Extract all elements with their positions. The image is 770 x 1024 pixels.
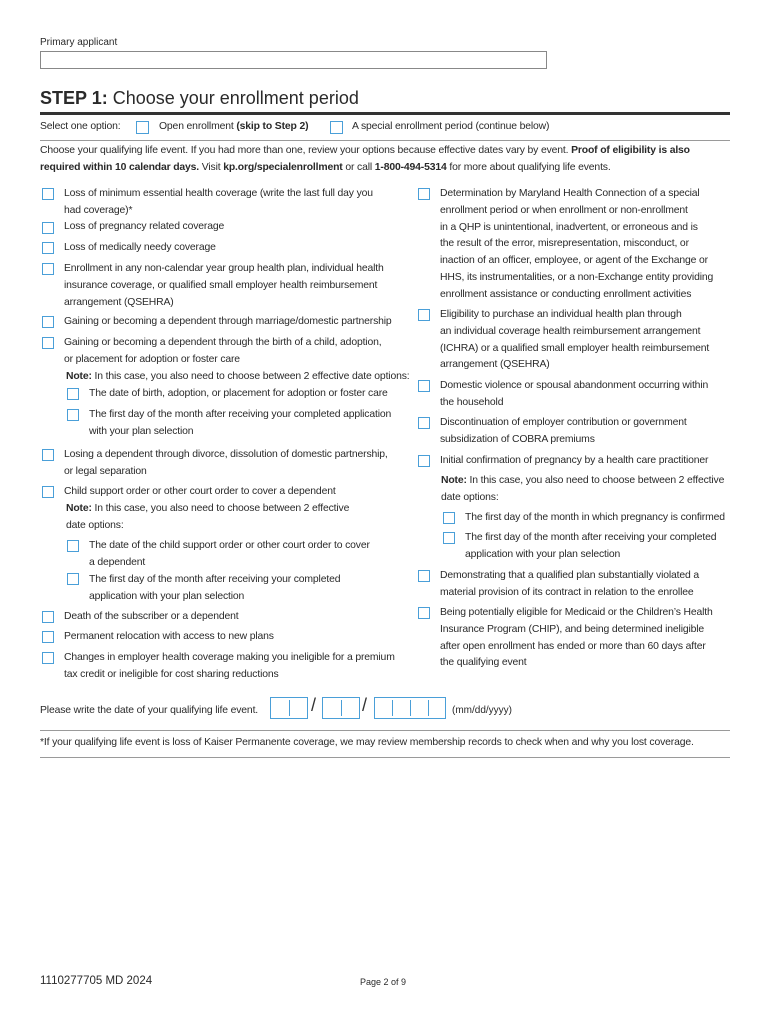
date-format-hint: (mm/dd/yyyy): [452, 705, 512, 716]
chip-l2: Insurance Program (CHIP), and being determined ineligible: [440, 623, 705, 635]
event-label-loss-mec: [64, 186, 373, 220]
pregnancy-note-l2: date options:: [441, 491, 499, 503]
event-checkbox-cobra[interactable]: [418, 417, 430, 429]
court-option-l1: The date of the child support order or other court order to cover: [89, 540, 370, 551]
pregnancy-option-label-confirmed-month: The first day of the month in which pregnancy is confirmed: [465, 512, 725, 523]
event-checkbox-loss-pregnancy[interactable]: [42, 222, 54, 234]
event-label-loss-medically-needy: Loss of medically needy coverage: [64, 242, 216, 253]
event-label-ichra: [440, 307, 709, 374]
intro-or: or call: [342, 161, 375, 173]
event-label-employer-change: [64, 650, 395, 684]
event-label-birth-l1: Gaining or becoming a dependent through the birth of a child, adoption,: [64, 337, 382, 348]
event-checkbox-birth-adoption[interactable]: [42, 337, 54, 349]
intro-url[interactable]: kp.org/specialenrollment: [223, 161, 343, 173]
mhc-l5: inaction of an officer, employee, or agent of the Exchange or: [440, 255, 708, 267]
court-option2-l2: application with your plan selection: [89, 590, 245, 602]
event-checkbox-death[interactable]: [42, 611, 54, 623]
birth-option-label-first-of-month: [89, 407, 391, 441]
event-checkbox-court-order[interactable]: [42, 486, 54, 498]
cobra-l2: subsidization of COBRA premiums: [440, 433, 595, 445]
birth-note-text: In this case, you also need to choose between 2 effective date options:: [91, 371, 410, 382]
event-label-relocation: Permanent relocation with access to new plans: [64, 631, 274, 642]
date-rule: [40, 730, 730, 731]
title-rule: [40, 112, 730, 115]
birth-option-checkbox-first-of-month[interactable]: [67, 409, 79, 421]
event-label-losing-l1: Losing a dependent through divorce, dissolution of domestic partnership,: [64, 449, 388, 460]
open-enrollment-label: [159, 119, 308, 136]
open-enrollment-text: Open enrollment: [159, 121, 237, 132]
special-enrollment-label: A special enrollment period (continue below): [352, 121, 550, 132]
step-number: STEP 1:: [40, 88, 108, 108]
page-number: Page 2 of 9: [360, 977, 407, 987]
event-label-losing-l2: or legal separation: [64, 465, 147, 477]
pregnancy-note-label: Note:: [441, 475, 467, 486]
intro-phone[interactable]: 1-800-494-5314: [374, 161, 447, 173]
event-label-loss-mec-l1: Loss of minimum essential health coverage (write the last full day you: [64, 188, 373, 199]
birth-option-label-event-date: The date of birth, adoption, or placement for adoption or foster care: [89, 388, 388, 399]
date-separator-2: /: [362, 695, 368, 715]
intro-post: for more about qualifying life events.: [446, 161, 611, 173]
mhc-l6: HHS, its instrumentalities, or a non-Exchange entity providing: [440, 271, 714, 283]
event-checkbox-pregnancy[interactable]: [418, 455, 430, 467]
select-label: Select one option:: [40, 121, 121, 132]
court-option-checkbox-order-date[interactable]: [67, 540, 79, 552]
event-label-mhc-determination: [440, 186, 713, 304]
ichra-l3: (ICHRA) or a qualified small employer health reimbursement: [440, 342, 710, 354]
event-label-cobra: [440, 415, 687, 449]
event-label-loss-mec-l2: had coverage)*: [64, 204, 133, 216]
court-note: [66, 501, 349, 535]
event-checkbox-marriage[interactable]: [42, 316, 54, 328]
step-title-text: Choose your enrollment period: [107, 88, 359, 108]
event-label-marriage: Gaining or becoming a dependent through marriage/domestic partnership: [64, 316, 392, 327]
event-label-domestic-violence: [440, 378, 708, 412]
ichra-l1: Eligibility to purchase an individual health plan through: [440, 309, 682, 320]
event-label-court-order: Child support order or other court order to cover a dependent: [64, 486, 336, 497]
footnote-rule: [40, 757, 730, 758]
event-label-birth-adoption: [64, 335, 381, 369]
pregnancy-option-label-first-of-month: [465, 530, 716, 564]
court-option2-l1: The first day of the month after receiving your completed: [89, 574, 341, 585]
birth-option-checkbox-event-date[interactable]: [67, 388, 79, 400]
court-note-text: In this case, you also need to choose between 2 effective: [91, 503, 350, 514]
intro-line-2: [40, 160, 730, 177]
event-label-non-calendar-l3: arrangement (QSEHRA): [64, 296, 174, 308]
chip-l3: after open enrollment has ended or more than 60 days after: [440, 640, 706, 652]
date-day-input[interactable]: [322, 697, 360, 719]
primary-applicant-field[interactable]: [40, 51, 547, 69]
event-label-non-calendar-l1: Enrollment in any non-calendar year group health plan, individual health: [64, 263, 384, 274]
chip-l4: the qualifying event: [440, 657, 527, 669]
dv-l1: Domestic violence or spousal abandonment occurring within: [440, 380, 709, 391]
chip-l1: Being potentially eligible for Medicaid or the Children’s Health: [440, 607, 713, 618]
dv-l2: the household: [440, 396, 504, 408]
mhc-l4: the result of the error, misrepresentation, misconduct, or: [440, 238, 689, 250]
pregnancy-note-text: In this case, you also need to choose between 2 effective: [466, 475, 725, 486]
event-label-plan-violation: [440, 568, 699, 602]
cobra-l1: Discontinuation of employer contribution or government: [440, 417, 687, 428]
event-label-employer-l1: Changes in employer health coverage making you ineligible for a premium: [64, 652, 395, 663]
birth-option-l1: The first day of the month after receiving your completed application: [89, 409, 392, 420]
birth-option-l2: with your plan selection: [89, 425, 194, 437]
intro-text: [40, 143, 730, 177]
mhc-l7: enrollment assistance or conducting enrollment activities: [440, 288, 692, 300]
intro-visit: Visit: [199, 161, 224, 173]
event-checkbox-losing-dependent[interactable]: [42, 449, 54, 461]
mhc-l2: enrollment period or when enrollment or non-enrollment: [440, 204, 688, 216]
intro-proof-deadline: required within 10 calendar days.: [40, 161, 200, 173]
intro-line-1-bold: Proof of eligibility is also: [571, 145, 690, 156]
date-year-input[interactable]: [374, 697, 446, 719]
mhc-l3: in a QHP is unintentional, inadvertent, or erroneous and is: [440, 221, 698, 233]
event-label-death: Death of the subscriber or a dependent: [64, 611, 239, 622]
form-code: 1110277705 MD 2024: [40, 975, 153, 987]
event-label-medicaid-chip: [440, 605, 713, 672]
footnote: *If your qualifying life event is loss of Kaiser Permanente coverage, we may review membership records to check when and why you lost coverage.: [40, 737, 694, 748]
court-note-label: Note:: [66, 503, 92, 514]
event-label-pregnancy: Initial confirmation of pregnancy by a health care practitioner: [440, 455, 709, 466]
date-separator-1: /: [311, 695, 317, 715]
court-note-l1: [66, 501, 349, 518]
open-enrollment-checkbox[interactable]: [136, 121, 149, 134]
pregnancy-option-checkbox-confirmed-month[interactable]: [443, 512, 455, 524]
event-checkbox-medicaid-chip[interactable]: [418, 607, 430, 619]
violation-l1: Demonstrating that a qualified plan substantially violated a: [440, 570, 700, 581]
event-checkbox-employer-change[interactable]: [42, 652, 54, 664]
pregnancy-option-l2: application with your plan selection: [465, 548, 621, 560]
intro-line-1: [40, 143, 730, 160]
event-checkbox-loss-medically-needy[interactable]: [42, 242, 54, 254]
pregnancy-option-checkbox-first-of-month[interactable]: [443, 532, 455, 544]
ichra-l4: arrangement (QSEHRA): [440, 359, 550, 371]
event-checkbox-loss-mec[interactable]: [42, 188, 54, 200]
court-option-checkbox-first-of-month[interactable]: [67, 573, 79, 585]
court-option-label-order-date: [89, 538, 370, 572]
step-title: [40, 88, 359, 109]
date-month-input[interactable]: [270, 697, 308, 719]
date-label: Please write the date of your qualifying life event.: [40, 705, 259, 716]
event-checkbox-domestic-violence[interactable]: [418, 380, 430, 392]
mhc-l1: Determination by Maryland Health Connection of a special: [440, 188, 700, 199]
skip-note: (skip to Step 2): [236, 121, 309, 132]
court-option-label-first-of-month: [89, 572, 340, 606]
event-label-employer-l2: tax credit or ineligible for cost sharing reductions: [64, 668, 279, 680]
pregnancy-note-l1: [441, 473, 724, 490]
special-enrollment-checkbox[interactable]: [330, 121, 343, 134]
birth-note: [66, 369, 410, 386]
event-checkbox-mhc-determination[interactable]: [418, 188, 430, 200]
violation-l2: material provision of its contract in relation to the enrollee: [440, 586, 694, 598]
ichra-l2: an individual coverage health reimbursement arrangement: [440, 325, 701, 337]
event-label-birth-l2: or placement for adoption or foster care: [64, 353, 240, 365]
event-label-non-calendar-l2: insurance coverage, or qualified small employer health reimbursement: [64, 279, 378, 291]
event-checkbox-plan-violation[interactable]: [418, 570, 430, 582]
event-label-non-calendar-enrollment: [64, 261, 384, 311]
primary-applicant-label: Primary applicant: [40, 37, 118, 48]
event-checkbox-non-calendar-enrollment[interactable]: [42, 263, 54, 275]
birth-note-label: Note:: [66, 371, 92, 382]
event-label-loss-pregnancy: Loss of pregnancy related coverage: [64, 221, 225, 232]
pregnancy-note: [441, 473, 724, 507]
event-checkbox-relocation[interactable]: [42, 631, 54, 643]
pregnancy-option-l1: The first day of the month after receiving your completed: [465, 532, 717, 543]
select-rule: [40, 140, 730, 141]
court-note-l2: date options:: [66, 519, 124, 531]
court-option-l2: a dependent: [89, 556, 146, 568]
event-checkbox-ichra[interactable]: [418, 309, 430, 321]
event-label-losing-dependent: [64, 447, 388, 481]
intro-line-1-text: Choose your qualifying life event. If you had more than one, review your options because effective dates vary by event.: [40, 145, 572, 156]
